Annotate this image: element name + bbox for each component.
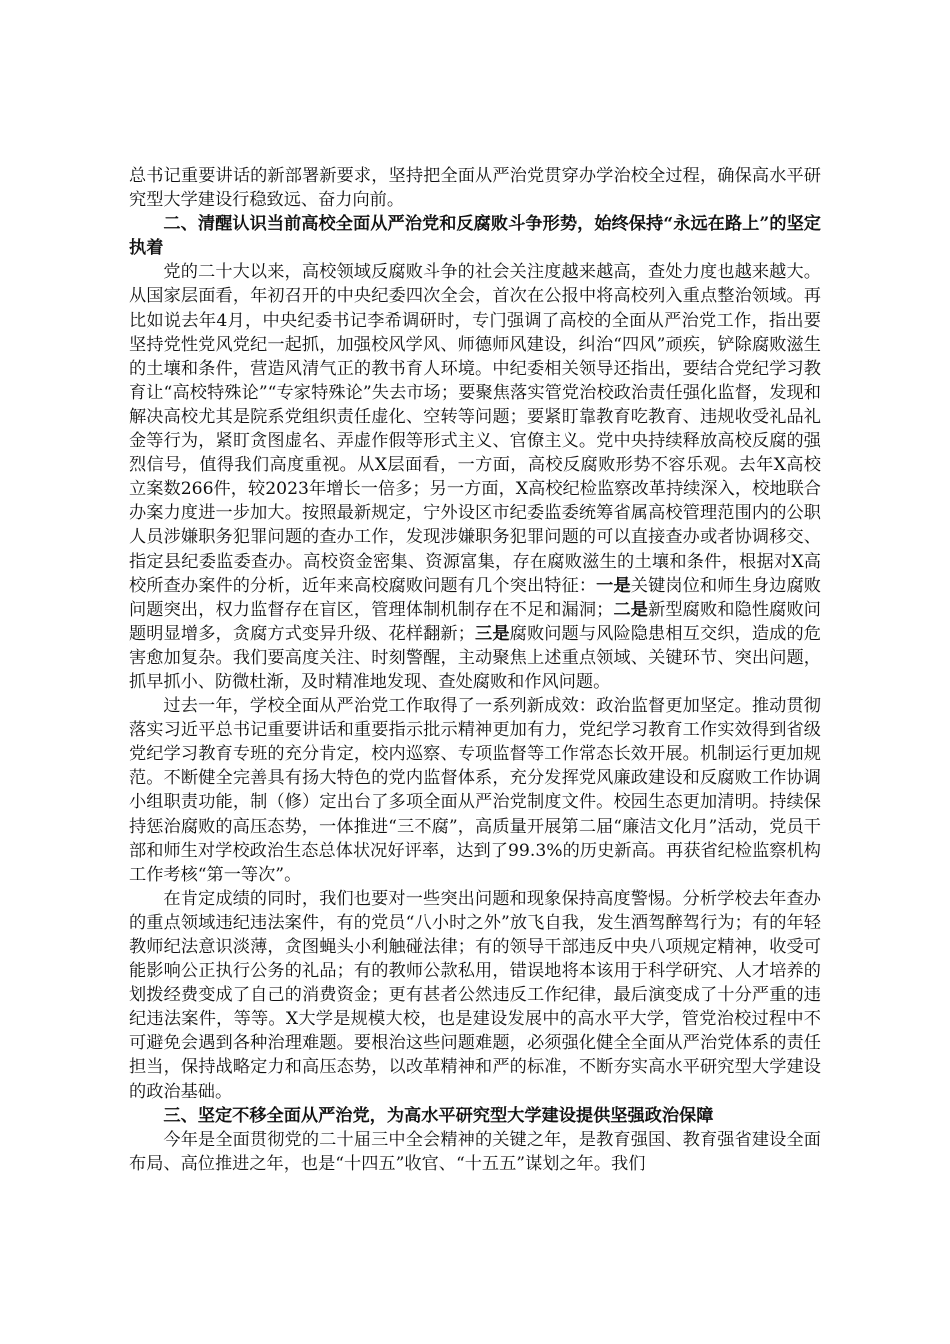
- section-heading-2: 二、清醒认识当前高校全面从严治党和反腐败斗争形势，始终保持“永远在路上”的坚定执着: [129, 214, 821, 259]
- bold-marker-first: 一是: [596, 575, 631, 596]
- paragraph-text: 党的二十大以来，高校领域反腐败斗争的社会关注度越来越高，查处力度也越来越大。从国家层面看，年初召开的中央纪委四次全会，首次在公报中将高校列入重点整治领域。再比如说去年4月，中央纪委书记李希调研时，专门强调了高校的全面从严治党工作，指出要坚持党性党风党纪一起抓，加强校风学风、师德师风建设，纠治“四风”顽疾，铲除腐败滋生的土壤和条件，营造风清气正的教书育人环境。中纪委相关领导还指出，要结合党纪学习教育让“高校特殊论”“专家特殊论”失去市场；要聚焦落实管党治校政治责任强化监督，发现和解决高校尤其是院系党组织责任虚化、空转等问题；要紧盯靠教育吃教育、违规收受礼品礼金等行为，紧盯贪图虚名、弄虚作假等形式主义、官僚主义。党中央持续释放高校反腐的强烈信号，值得我们高度重视。从X层面看，一方面，高校反腐败形势不容乐观。去年X高校立案数266件，较2023年增长一倍多；另一方面，X高校纪检监察改革持续深入，校地联合办案力度进一步加大。按照最新规定，宁外设区市纪委监委统筹省属高校管理范围内的公职人员涉嫌职务犯罪问题的查办工作，发现涉嫌职务犯罪问题的可以直接查办或者协调移交、指定县纪委监委查办。高校资金密集、资源富集，存在腐败滋生的土壤和条件，根据对X高校所查办案件的分析，近年来高校腐败问题有几个突出特征：: [129, 262, 821, 596]
- paragraph-text: 关键岗位和师生身边腐败问题突出，权力监督存在盲区，管理体制机制存在不足和漏洞；: [129, 575, 821, 620]
- paragraph-situation: [129, 260, 821, 694]
- intro-paragraph: 总书记重要讲话的新部署新要求，坚持把全面从严治党贯穿办学治校全过程，确保高水平研究型大学建设行稳致远、奋力向前。: [129, 166, 821, 211]
- section-heading-3: 三、坚定不移全面从严治党，为高水平研究型大学建设提供坚强政治保障: [163, 1105, 714, 1126]
- bold-marker-third: 三是: [474, 623, 510, 644]
- paragraph-text: 腐败问题与风险隐患相互交织，造成的危害愈加复杂。我们要高度关注、时刻警醒，主动聚焦上述重点领域、关键环节、突出问题，抓早抓小、防微杜渐，及时精准地发现、查处腐败和作风问题。: [129, 623, 821, 692]
- paragraph-text: 新型腐败和隐性腐败问题明显增多，贪腐方式变异升级、花样翻新；: [129, 599, 821, 644]
- bold-marker-second: 二是: [613, 599, 649, 620]
- paragraph-achievements: 过去一年，学校全面从严治党工作取得了一系列新成效：政治监督更加坚定。推动贯彻落实习近平总书记重要讲话和重要指示批示精神更加有力，党纪学习教育工作实效得到省级党纪学习教育专班的充分肯定，校内巡察、专项监督等工作常态长效开展。机制运行更加规范。不断健全完善具有扬大特色的党内监督体系，充分发挥党风廉政建设和反腐败工作协调小组职责功能，制（修）定出台了多项全面从严治党制度文件。校园生态更加清明。持续保持惩治腐败的高压态势，一体推进“三不腐”，高质量开展第二届“廉洁文化月”活动，党员干部和师生对学校政治生态总体状况好评率，达到了99.3%的历史新高。再获省纪检监察机构工作考核“第一等次”。: [129, 696, 821, 885]
- paragraph-this-year: 今年是全面贯彻党的二十届三中全会精神的关键之年，是教育强国、教育强省建设全面布局、高位推进之年，也是“十四五”收官、“十五五”谋划之年。我们: [129, 1129, 821, 1174]
- paragraph-problems: 在肯定成绩的同时，我们也要对一些突出问题和现象保持高度警惕。分析学校去年查办的重点领域违纪违法案件，有的党员“八小时之外”放飞自我，发生酒驾醉驾行为；有的年轻教师纪法意识淡薄，贪图蝇头小利触碰法律；有的领导干部违反中央八项规定精神，收受可能影响公正执行公务的礼品；有的教师公款私用，错误地将本该用于科学研究、人才培养的划拨经费变成了自己的消费资金；更有甚者公然违反工作纪律，最后演变成了十分严重的违纪违法案件，等等。X大学是规模大校，也是建设发展中的高水平大学，管党治校过程中不可避免会遇到各种治理难题。要根治这些问题难题，必须强化健全全面从严治党体系的责任担当，保持战略定力和高压态势，以改革精神和严的标准，不断夯实高水平研究型大学建设的政治基础。: [129, 888, 821, 1102]
- document-body: [129, 164, 821, 1176]
